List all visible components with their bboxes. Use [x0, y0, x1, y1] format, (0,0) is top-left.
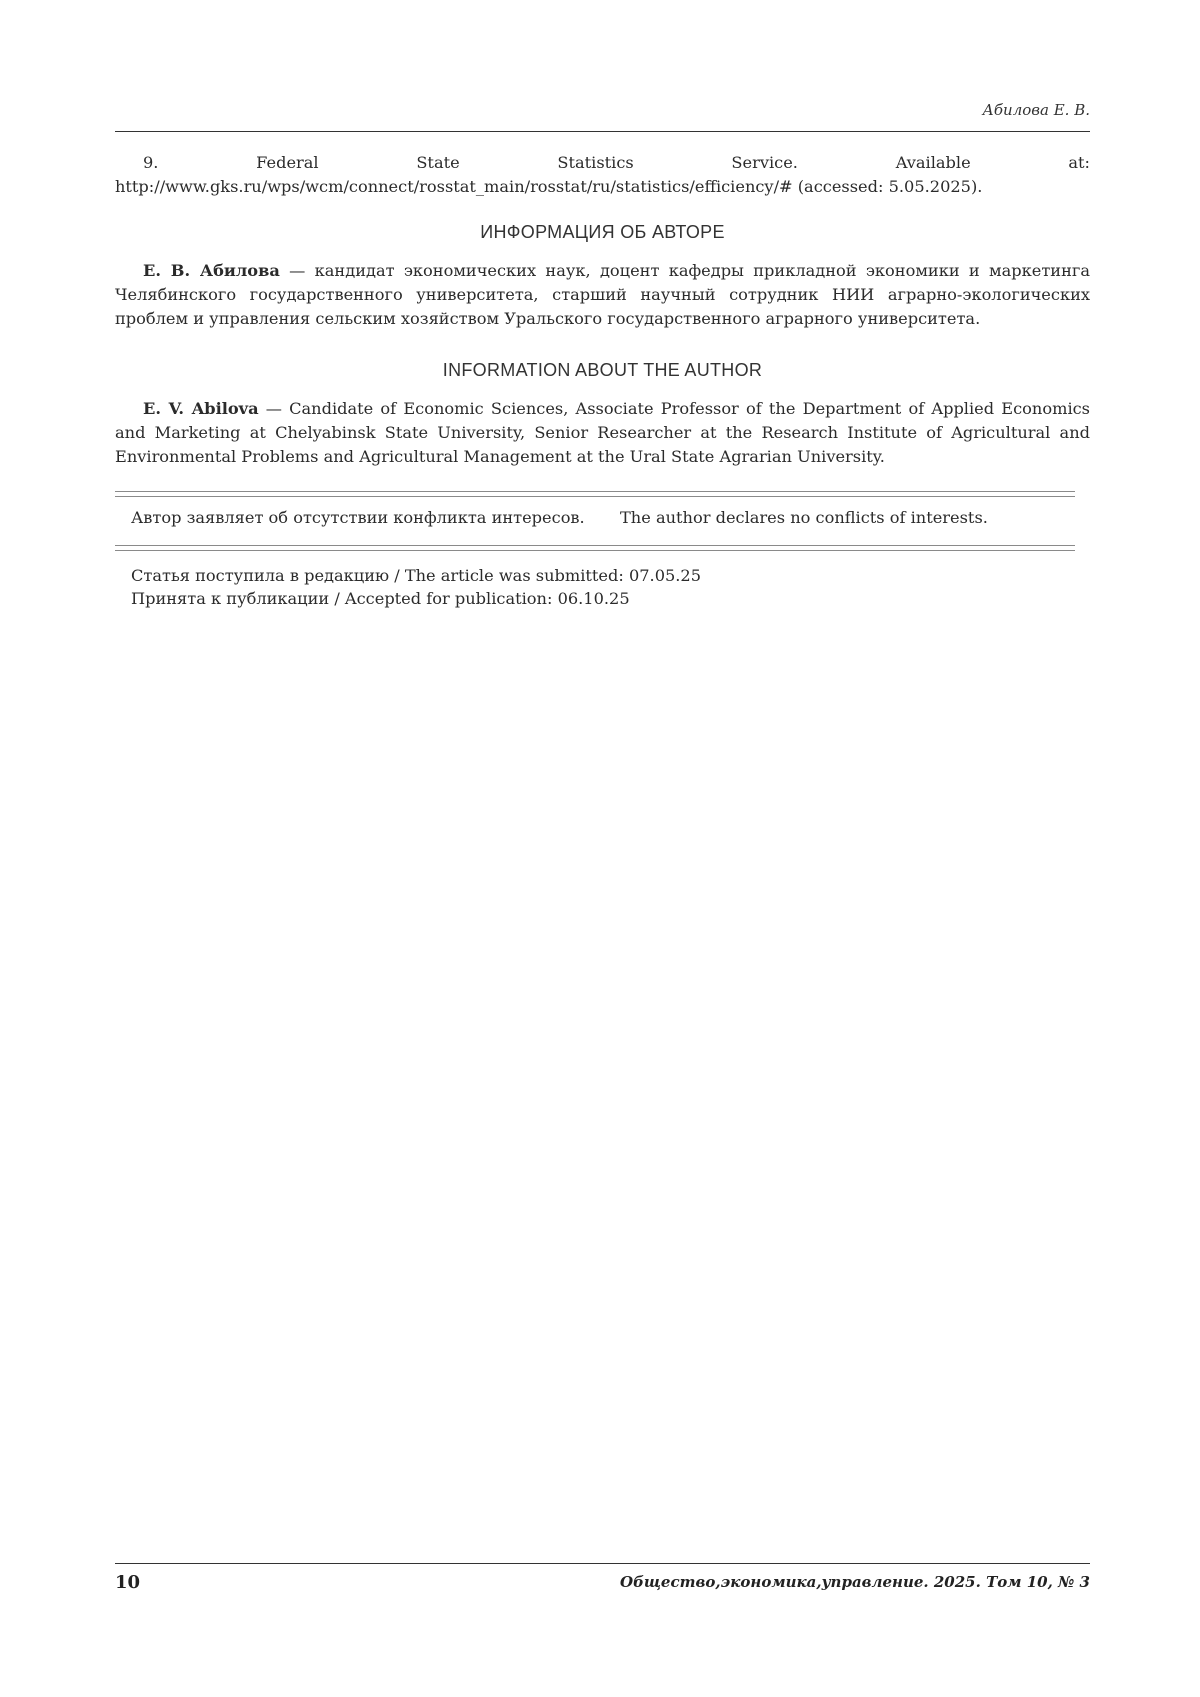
author-description-en: — Candidate of Economic Sciences, Associate Professor of the Department of Applied Economics and Marketing at Chelyabinsk State University, Senior Researcher at the Research Institute of Agricultural and Environmental Problems and Agricultural Management at the Ural State Agrarian University.: [115, 399, 1090, 466]
reference-item: 9. Federal State Statistics Service. Available at: http://www.gks.ru/wps/wcm/connect/rosstat_main/rosstat/ru/statistics/efficiency/# (accessed: 5.05.2025).: [115, 153, 1090, 196]
conflict-of-interest-en: The author declares no conflicts of interests.: [620, 508, 988, 527]
running-head-author: Абилова Е. В.: [982, 101, 1090, 119]
header-rule: [115, 131, 1090, 132]
accepted-date: Принята к публикации / Accepted for publication: 06.10.25: [131, 589, 630, 608]
conflict-of-interest-ru: Автор заявляет об отсутствии конфликта интересов.: [131, 508, 585, 527]
conflict-box-top-rule: [115, 491, 1075, 497]
submitted-date: Статья поступила в редакцию / The article was submitted: 07.05.25: [131, 566, 702, 585]
author-info-ru: [115, 259, 1090, 331]
conflict-box-bottom-rule: [115, 545, 1075, 551]
author-description-ru: — кандидат экономических наук, доцент кафедры прикладной экономики и маркетинга Челябинского государственного университета, старший научный сотрудник НИИ аграрно-экологических проблем и управления сельским хозяйством Уральского государственного аграрного университета.: [115, 261, 1090, 328]
author-info-en: [115, 397, 1090, 469]
author-name-en: E. V. Abilova: [143, 399, 259, 418]
author-name-ru: Е. В. Абилова: [143, 261, 280, 280]
author-info-heading-en: INFORMATION ABOUT THE AUTHOR: [442, 360, 763, 380]
footer-rule: [115, 1563, 1090, 1564]
page-number: 10: [115, 1572, 141, 1593]
author-info-heading-ru: ИНФОРМАЦИЯ ОБ АВТОРЕ: [480, 222, 725, 242]
journal-citation: Общество,экономика,управление. 2025. Том 10, № 3: [620, 1573, 1090, 1591]
